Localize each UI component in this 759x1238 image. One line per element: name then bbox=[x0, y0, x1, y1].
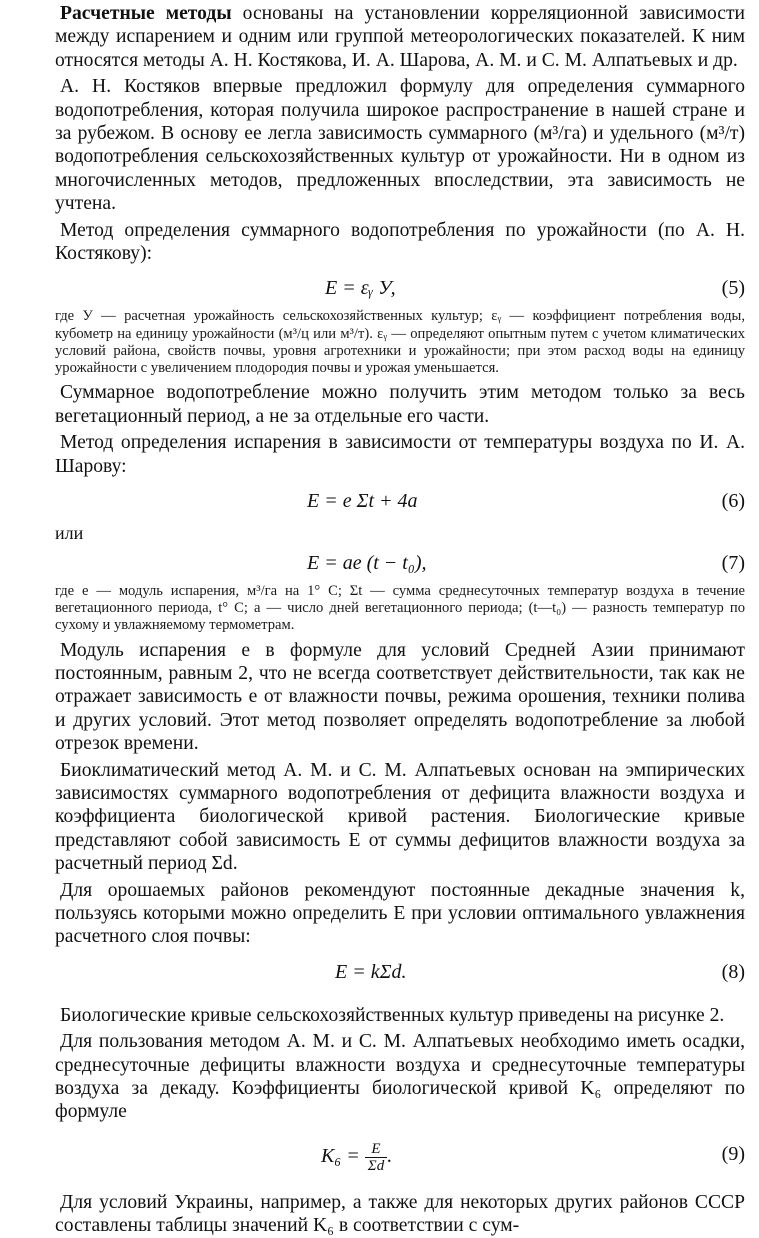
paragraph-irrigated-areas: Для орошаемых районов рекомендуют постоянные декадные значения k, пользуясь которыми можно определить E при условии оптимального увлажнения расчетного слоя почвы: bbox=[55, 879, 745, 948]
equation-6 bbox=[55, 481, 745, 521]
spacer bbox=[55, 1179, 745, 1191]
equation-7-formula: E = ae (t − t₀), bbox=[307, 551, 427, 574]
equation-9-fraction bbox=[365, 1141, 387, 1174]
equation-7 bbox=[55, 543, 745, 583]
bold-term: Расчетные методы bbox=[60, 3, 232, 24]
paragraph-alpatyev-usage: Для пользования методом А. М. и С. М. Алпатьевых необходимо иметь осадки, среднесуточные дефициты влажности воздуха и среднесуточные температуры воздуха за декаду. Коэффициенты биологической кривой K₆ определяют по формуле bbox=[55, 1031, 745, 1123]
equation-6-formula: E = e Σt + 4a bbox=[307, 489, 418, 512]
paragraph-calculation-methods bbox=[55, 2, 745, 72]
equation-7-number: (7) bbox=[721, 551, 745, 574]
paragraph-biological-curves: Биологические кривые сельскохозяйственных культур приведены на рисунке 2. bbox=[60, 1004, 725, 1026]
equation-6-number: (6) bbox=[721, 489, 745, 512]
equation-5-number: (5) bbox=[721, 277, 745, 300]
equation-9-numerator: E bbox=[365, 1141, 387, 1158]
paragraph-bioclimatic-method: Биоклиматический метод А. М. и С. М. Алпатьевых основан на эмпирических зависимостях суммарного водопотребления от дефицита влажности воздуха и коэффициента биологической кривой растения. Биологические кривые представляют собой зависимость E от суммы дефицитов влажности воздуха за расчетный период Σd. bbox=[55, 759, 745, 875]
paragraph-ukraine-tables: Для условий Украины, например, а также для некоторых других районов СССР составлены таблицы значений K₆ в соответствии с сум- bbox=[55, 1191, 745, 1237]
equation-9 bbox=[55, 1127, 745, 1179]
equation-9-formula bbox=[321, 1141, 392, 1174]
equation-9-period: . bbox=[387, 1144, 393, 1167]
equation-5-formula: E = εᵧ У, bbox=[325, 277, 396, 300]
paragraph-method-yield: Метод определения суммарного водопотребления по урожайности (по А. Н. Костякову): bbox=[55, 219, 745, 265]
note-equation-5: где У — расчетная урожайность сельскохозяйственных культур; εᵧ — коэффициент потребления воды, кубометр на единицу урожайности (м³/ц или м³/т). εᵧ — определяют опытным путем с учетом климатических условий района, свойств почвы, уровня агротехники и урожайности; при этом расход воды на единицу урожайности с увеличением плодородия почвы и урожая уменьшается. bbox=[55, 308, 745, 377]
paragraph-evaporation-modulus: Модуль испарения e в формуле для условий Средней Азии принимают постоянным, равным 2, что не всегда соответствует действительности, так как не отражает зависимость e от влажности почвы, режима орошения, техники полива и других условий. Этот метод позволяет определять водопотребление за любой отрезок времени. bbox=[55, 639, 745, 755]
equation-9-denominator: Σd bbox=[367, 1157, 385, 1174]
paragraph-whole-period: Суммарное водопотребление можно получить этим методом только за весь вегетационный период, а не за отдельные его части. bbox=[55, 382, 745, 427]
equation-8-number: (8) bbox=[721, 960, 745, 983]
equation-9-number: (9) bbox=[721, 1142, 745, 1165]
note-equation-7: где e — модуль испарения, м³/га на 1° C; Σt — сумма среднесуточных температур воздуха в течение вегетационного периода, t° C; a — число дней вегетационного периода; (t—t₀) — разность температур по сухому и увлажняемому термометрам. bbox=[55, 582, 745, 634]
conjunction-or: или bbox=[55, 522, 84, 543]
paragraph-text: основаны на установлении корреляционной зависимости между испарением и одним или группой метеорологических показателей. К ним относятся методы А. Н. Костякова, И. А. Шарова, А. М. и С. М. Алпатьевых и др. bbox=[55, 3, 746, 71]
equation-9-lhs: K₆ = bbox=[321, 1144, 360, 1167]
equation-8-formula: E = kΣd. bbox=[335, 960, 407, 983]
paragraph-sharov-method: Метод определения испарения в зависимости от температуры воздуха по И. А. Шарову: bbox=[55, 432, 745, 477]
equation-8 bbox=[55, 952, 745, 992]
paragraph-kostyakov: А. Н. Костяков впервые предложил формулу для определения суммарного водопотребления, которая получила широкое распространение в нашей стране и за рубежом. В основу ее легла зависимость суммарного (м³/га) и удельного (м³/т) водопотребления сельскохозяйственных культур от урожайности. Ни в одном из многочисленных методов, предложенных впоследствии, эта зависимость не учтена. bbox=[55, 76, 745, 215]
spacer bbox=[55, 992, 745, 1004]
equation-5 bbox=[55, 268, 745, 308]
